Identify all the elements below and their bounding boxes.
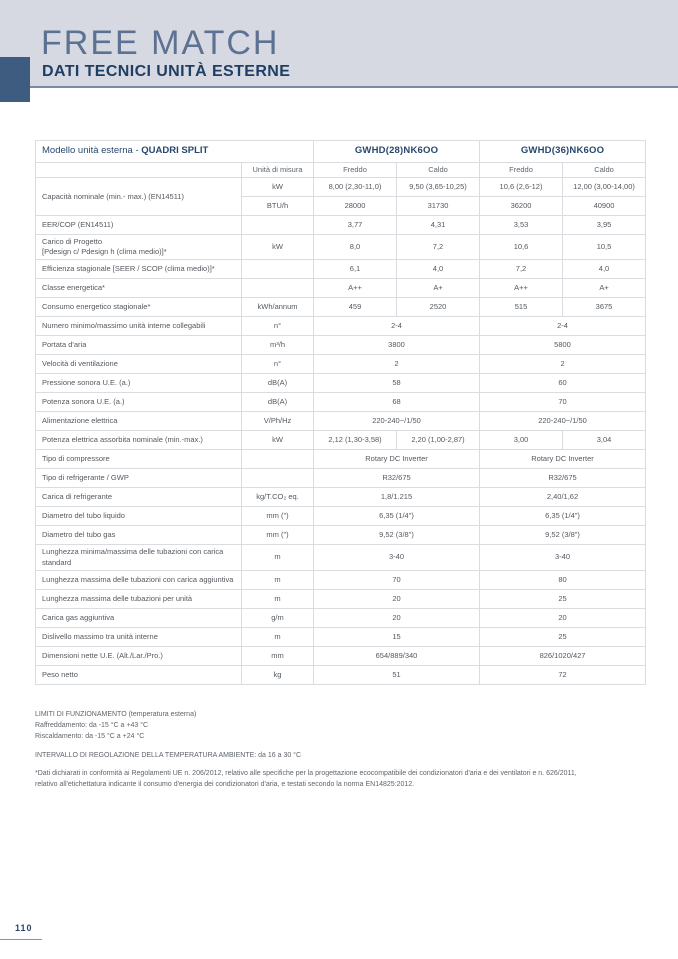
value-cell: 459 (314, 298, 397, 317)
value-cell: 4,31 (397, 216, 480, 235)
value-cell: 2,40/1,62 (480, 488, 646, 507)
value-cell: 25 (480, 589, 646, 608)
value-cell: 6,35 (1/4") (314, 507, 480, 526)
value-cell: A+ (563, 279, 646, 298)
value-cell: 2 (480, 355, 646, 374)
table-row (36, 570, 646, 589)
row-label-cell: Numero minimo/massimo unità interne collegabili (36, 317, 242, 336)
value-cell: 6,1 (314, 260, 397, 279)
value-cell: Rotary DC Inverter (480, 450, 646, 469)
value-cell: 12,00 (3,00-14,00) (563, 178, 646, 197)
value-cell: 72 (480, 665, 646, 684)
value-cell: 3,04 (563, 431, 646, 450)
unit-cell: dB(A) (242, 374, 314, 393)
value-cell: 9,52 (3/8") (314, 526, 480, 545)
row-label-cell: Peso netto (36, 665, 242, 684)
table-row (36, 526, 646, 545)
temperature-range-note: INTERVALLO DI REGOLAZIONE DELLA TEMPERATURA AMBIENTE: da 16 a 30 °C (35, 751, 302, 759)
row-label-cell: Potenza elettrica assorbita nominale (min.-max.) (36, 431, 242, 450)
unit-cell (242, 216, 314, 235)
unit-cell (242, 450, 314, 469)
table-row (36, 235, 646, 260)
unit-cell: dB(A) (242, 393, 314, 412)
table-header-row (36, 141, 646, 163)
value-cell: 58 (314, 374, 480, 393)
row-label-cell: Efficienza stagionale [SEER / SCOP (clima medio)]* (36, 260, 242, 279)
table-subheader-row (36, 163, 646, 178)
value-cell: 20 (314, 589, 480, 608)
unit-cell: kW (242, 235, 314, 260)
table-row (36, 355, 646, 374)
model-name-28: GWHD(28)NK6OO (314, 141, 480, 163)
value-cell: A++ (480, 279, 563, 298)
table-row (36, 665, 646, 684)
value-cell: 4,0 (563, 260, 646, 279)
model-name-36: GWHD(36)NK6OO (480, 141, 646, 163)
value-cell: 654/889/340 (314, 646, 480, 665)
unit-cell: m (242, 589, 314, 608)
value-cell: 3,95 (563, 216, 646, 235)
mode-header-freddo-28: Freddo (314, 163, 397, 178)
value-cell: 10,6 (2,6-12) (480, 178, 563, 197)
value-cell: 28000 (314, 197, 397, 216)
value-cell: 60 (480, 374, 646, 393)
row-label-cell: Lunghezza minima/massima delle tubazioni con carica standard (36, 545, 242, 570)
value-cell: 2-4 (314, 317, 480, 336)
value-cell: 5800 (480, 336, 646, 355)
table-row (36, 412, 646, 431)
row-label-cell: Tipo di compressore (36, 450, 242, 469)
row-label-cell: Consumo energetico stagionale* (36, 298, 242, 317)
value-cell: Rotary DC Inverter (314, 450, 480, 469)
table-row (36, 450, 646, 469)
unit-cell: mm (242, 646, 314, 665)
value-cell: 3,77 (314, 216, 397, 235)
value-cell: 8,0 (314, 235, 397, 260)
row-label-cell: Carico di Progetto [Pdesign c/ Pdesign h (clima medio)]* (36, 235, 242, 260)
value-cell: 826/1020/427 (480, 646, 646, 665)
row-label-cell: Diametro del tubo liquido (36, 507, 242, 526)
unit-cell: m³/h (242, 336, 314, 355)
table-row (36, 178, 646, 197)
unit-cell: m (242, 570, 314, 589)
row-label-cell: Classe energetica* (36, 279, 242, 298)
table-row (36, 298, 646, 317)
value-cell: 2520 (397, 298, 480, 317)
value-cell: 3,53 (480, 216, 563, 235)
limits-title: LIMITI DI FUNZIONAMENTO (temperatura esterna) (35, 711, 197, 718)
unit-cell (242, 469, 314, 488)
table-row (36, 646, 646, 665)
value-cell: 3800 (314, 336, 480, 355)
unit-cell: V/Ph/Hz (242, 412, 314, 431)
unit-cell: g/m (242, 608, 314, 627)
mode-header-caldo-36: Caldo (563, 163, 646, 178)
value-cell: 3,00 (480, 431, 563, 450)
row-label-cell: Velocità di ventilazione (36, 355, 242, 374)
value-cell: 80 (480, 570, 646, 589)
value-cell: 3675 (563, 298, 646, 317)
row-label-cell: Dimensioni nette U.E. (Alt./Lar./Pro.) (36, 646, 242, 665)
table-row (36, 545, 646, 570)
row-label-cell: Portata d'aria (36, 336, 242, 355)
value-cell: 7,2 (397, 235, 480, 260)
row-label-cell: Lunghezza massima delle tubazioni con carica aggiuntiva (36, 570, 242, 589)
value-cell: 36200 (480, 197, 563, 216)
value-cell: 20 (480, 608, 646, 627)
table-row (36, 589, 646, 608)
limits-heating: Riscaldamento: da -15 °C a +24 °C (35, 732, 145, 740)
value-cell: R32/675 (314, 469, 480, 488)
value-cell: 20 (314, 608, 480, 627)
value-cell: 51 (314, 665, 480, 684)
row-label-cell: Carica gas aggiuntiva (36, 608, 242, 627)
value-cell: 70 (314, 570, 480, 589)
value-cell: 25 (480, 627, 646, 646)
value-cell: 2 (314, 355, 480, 374)
value-cell: 40900 (563, 197, 646, 216)
unit-cell (242, 260, 314, 279)
table-row (36, 260, 646, 279)
spec-table (35, 140, 646, 685)
value-cell: 515 (480, 298, 563, 317)
value-cell: 220-240~/1/50 (480, 412, 646, 431)
value-cell: 70 (480, 393, 646, 412)
footnotes (35, 710, 647, 799)
mode-header-caldo-28: Caldo (397, 163, 480, 178)
value-cell: 2,20 (1,00-2,87) (397, 431, 480, 450)
row-label-cell: Carica di refrigerante (36, 488, 242, 507)
row-label-cell: Pressione sonora U.E. (a.) (36, 374, 242, 393)
row-label-cell: Tipo di refrigerante / GWP (36, 469, 242, 488)
disclaimer-line-1: *Dati dichiarati in conformità ai Regolamenti UE n. 206/2012, relativo alle specifiche per la progettazione ecocompatibile dei condizionatori d'aria e dei ventilatori e n. 626/2011, (35, 770, 577, 778)
table-row (36, 469, 646, 488)
unit-cell: n° (242, 355, 314, 374)
unit-cell: m (242, 545, 314, 570)
mode-header-freddo-36: Freddo (480, 163, 563, 178)
value-cell: 15 (314, 627, 480, 646)
row-label-cell: Dislivello massimo tra unità interne (36, 627, 242, 646)
unit-cell: kg (242, 665, 314, 684)
value-cell: 4,0 (397, 260, 480, 279)
value-cell: 2-4 (480, 317, 646, 336)
value-cell: 1,8/1.215 (314, 488, 480, 507)
accent-square (0, 57, 30, 102)
page-number-rule (0, 939, 42, 940)
unit-cell: kWh/annum (242, 298, 314, 317)
value-cell: 2,12 (1,30-3,58) (314, 431, 397, 450)
unit-cell: m (242, 627, 314, 646)
value-cell: A+ (397, 279, 480, 298)
value-cell: 6,35 (1/4") (480, 507, 646, 526)
value-cell: 3-40 (480, 545, 646, 570)
table-row (36, 627, 646, 646)
value-cell: 68 (314, 393, 480, 412)
operating-limits-note (35, 710, 647, 743)
unit-cell: mm (") (242, 507, 314, 526)
unit-cell: n° (242, 317, 314, 336)
unit-of-measure-header: Unità di misura (242, 163, 314, 178)
regulation-disclaimer (35, 769, 647, 791)
unit-cell: kg/T.CO₂ eq. (242, 488, 314, 507)
unit-cell: kW (242, 178, 314, 197)
row-label-cell: Capacità nominale (min.- max.) (EN14511) (36, 178, 242, 216)
value-cell: 10,5 (563, 235, 646, 260)
row-label-cell: Alimentazione elettrica (36, 412, 242, 431)
row-label-cell: EER/COP (EN14511) (36, 216, 242, 235)
unit-cell: mm (") (242, 526, 314, 545)
row-label-cell: Lunghezza massima delle tubazioni per unità (36, 589, 242, 608)
value-cell: 31730 (397, 197, 480, 216)
table-row (36, 374, 646, 393)
table-row (36, 336, 646, 355)
table-row (36, 279, 646, 298)
page-title: FREE MATCH (41, 24, 280, 62)
unit-cell: BTU/h (242, 197, 314, 216)
model-series-label (36, 141, 314, 163)
table-row (36, 317, 646, 336)
value-cell: 8,00 (2,30-11,0) (314, 178, 397, 197)
value-cell: 10,6 (480, 235, 563, 260)
model-label-prefix: Modello unità esterna - (42, 145, 142, 157)
model-label-bold: QUADRI SPLIT (141, 145, 209, 157)
table-row (36, 431, 646, 450)
table-row (36, 488, 646, 507)
value-cell: 220-240~/1/50 (314, 412, 480, 431)
row-label-cell: Potenza sonora U.E. (a.) (36, 393, 242, 412)
value-cell: 7,2 (480, 260, 563, 279)
empty-cell (36, 163, 242, 178)
value-cell: 3-40 (314, 545, 480, 570)
unit-cell: kW (242, 431, 314, 450)
value-cell: 9,52 (3/8") (480, 526, 646, 545)
table-row (36, 393, 646, 412)
page-subtitle: DATI TECNICI UNITÀ ESTERNE (42, 63, 291, 80)
spec-table-body (36, 178, 646, 685)
limits-cooling: Raffreddamento: da -15 °C a +43 °C (35, 721, 149, 729)
table-row (36, 507, 646, 526)
table-row (36, 216, 646, 235)
page-header-banner (0, 0, 678, 88)
table-row (36, 608, 646, 627)
page-number: 110 (15, 923, 33, 933)
value-cell: 9,50 (3,65-10,25) (397, 178, 480, 197)
value-cell: R32/675 (480, 469, 646, 488)
value-cell: A++ (314, 279, 397, 298)
unit-cell (242, 279, 314, 298)
row-label-cell: Diametro del tubo gas (36, 526, 242, 545)
disclaimer-line-2: relativo all'etichettatura indicante il consumo d'energia dei condizionatori d'aria, e testati secondo la norma EN14825:2012. (35, 781, 415, 789)
